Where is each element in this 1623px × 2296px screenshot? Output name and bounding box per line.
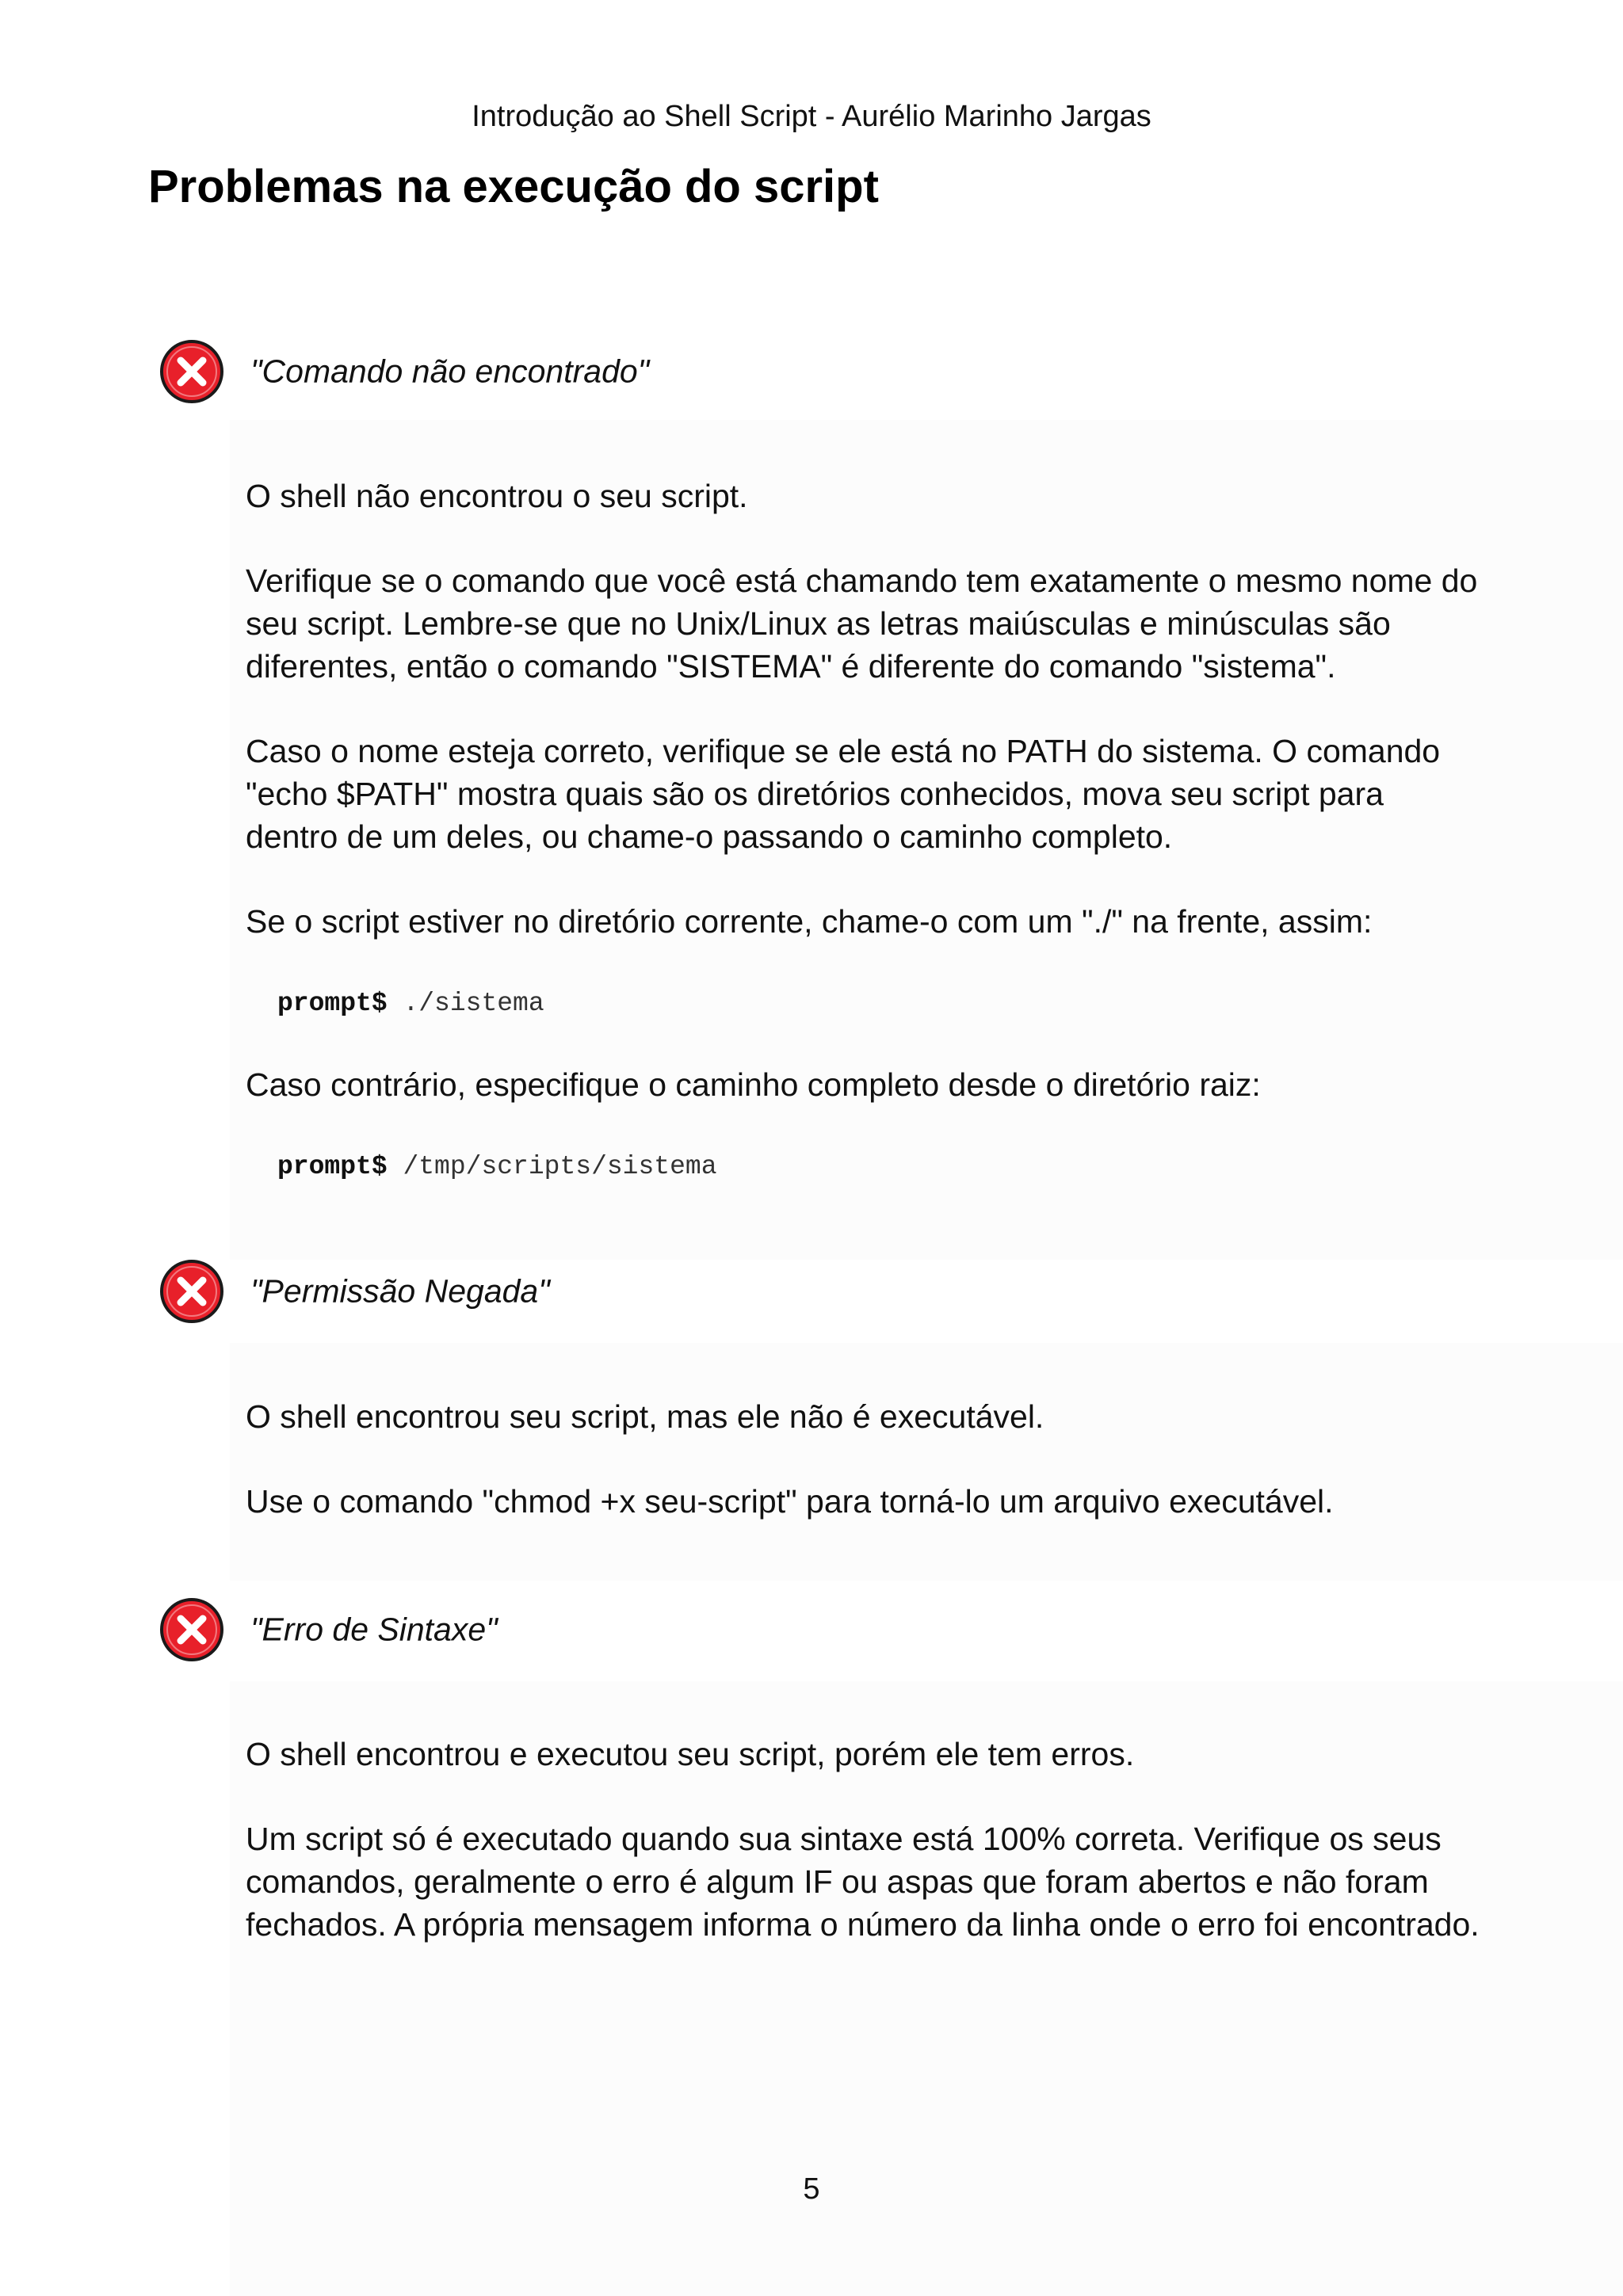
paragraph: Caso o nome esteja correto, verifique se ele está no PATH do sistema. O comando "echo $PATH" mostra quais são os diretórios conhecidos, mova seu script para dentro de um deles, ou chame-o passando o caminho completo. xyxy=(246,733,1441,855)
error-heading-label: "Comando não encontrado" xyxy=(250,353,650,390)
page-number: 5 xyxy=(803,2172,820,2206)
error-x-icon xyxy=(158,1258,225,1325)
error-heading-comando xyxy=(158,336,650,407)
code-command: /tmp/scripts/sistema xyxy=(403,1152,717,1181)
page-title: Problemas na execução do script xyxy=(148,161,879,212)
paragraph: Caso contrário, especifique o caminho completo desde o diretório raiz: xyxy=(246,1066,1261,1103)
code-command: ./sistema xyxy=(403,989,544,1018)
error-x-icon xyxy=(158,1596,225,1663)
code-prompt: prompt$ xyxy=(277,1152,388,1181)
error-heading-permissao xyxy=(158,1256,550,1327)
paragraph: O shell encontrou e executou seu script, porém ele tem erros. xyxy=(246,1736,1135,1772)
code-line xyxy=(277,989,544,1018)
paragraph: Se o script estiver no diretório corrente, chame-o com um "./" na frente, assim: xyxy=(246,903,1373,940)
section-background xyxy=(230,1343,1623,1581)
error-heading-sintaxe xyxy=(158,1594,498,1665)
paragraph: O shell não encontrou o seu script. xyxy=(246,478,748,514)
paragraph: Verifique se o comando que você está chamando tem exatamente o mesmo nome do seu script. Lembre-se que no Unix/Linux as letras maiúsculas e minúsculas são diferentes, então o comando "SISTEMA" é diferente do comando "sistema". xyxy=(246,563,1478,685)
error-heading-label: "Permissão Negada" xyxy=(250,1272,550,1310)
paragraph: Um script só é executado quando sua sintaxe está 100% correta. Verifique os seus comandos, geralmente o erro é algum IF ou aspas que foram abertos e não foram fechados. A própria mensagem informa o número da linha onde o erro foi encontrado. xyxy=(246,1821,1480,1943)
paragraph: O shell encontrou seu script, mas ele não é executável. xyxy=(246,1398,1044,1435)
running-header: Introdução ao Shell Script - Aurélio Marinho Jargas xyxy=(472,100,1151,133)
code-line xyxy=(277,1152,717,1181)
error-x-icon xyxy=(158,338,225,405)
paragraph: Use o comando "chmod +x seu-script" para torná-lo um arquivo executável. xyxy=(246,1483,1334,1520)
error-heading-label: "Erro de Sintaxe" xyxy=(250,1611,498,1648)
code-prompt: prompt$ xyxy=(277,989,388,1018)
